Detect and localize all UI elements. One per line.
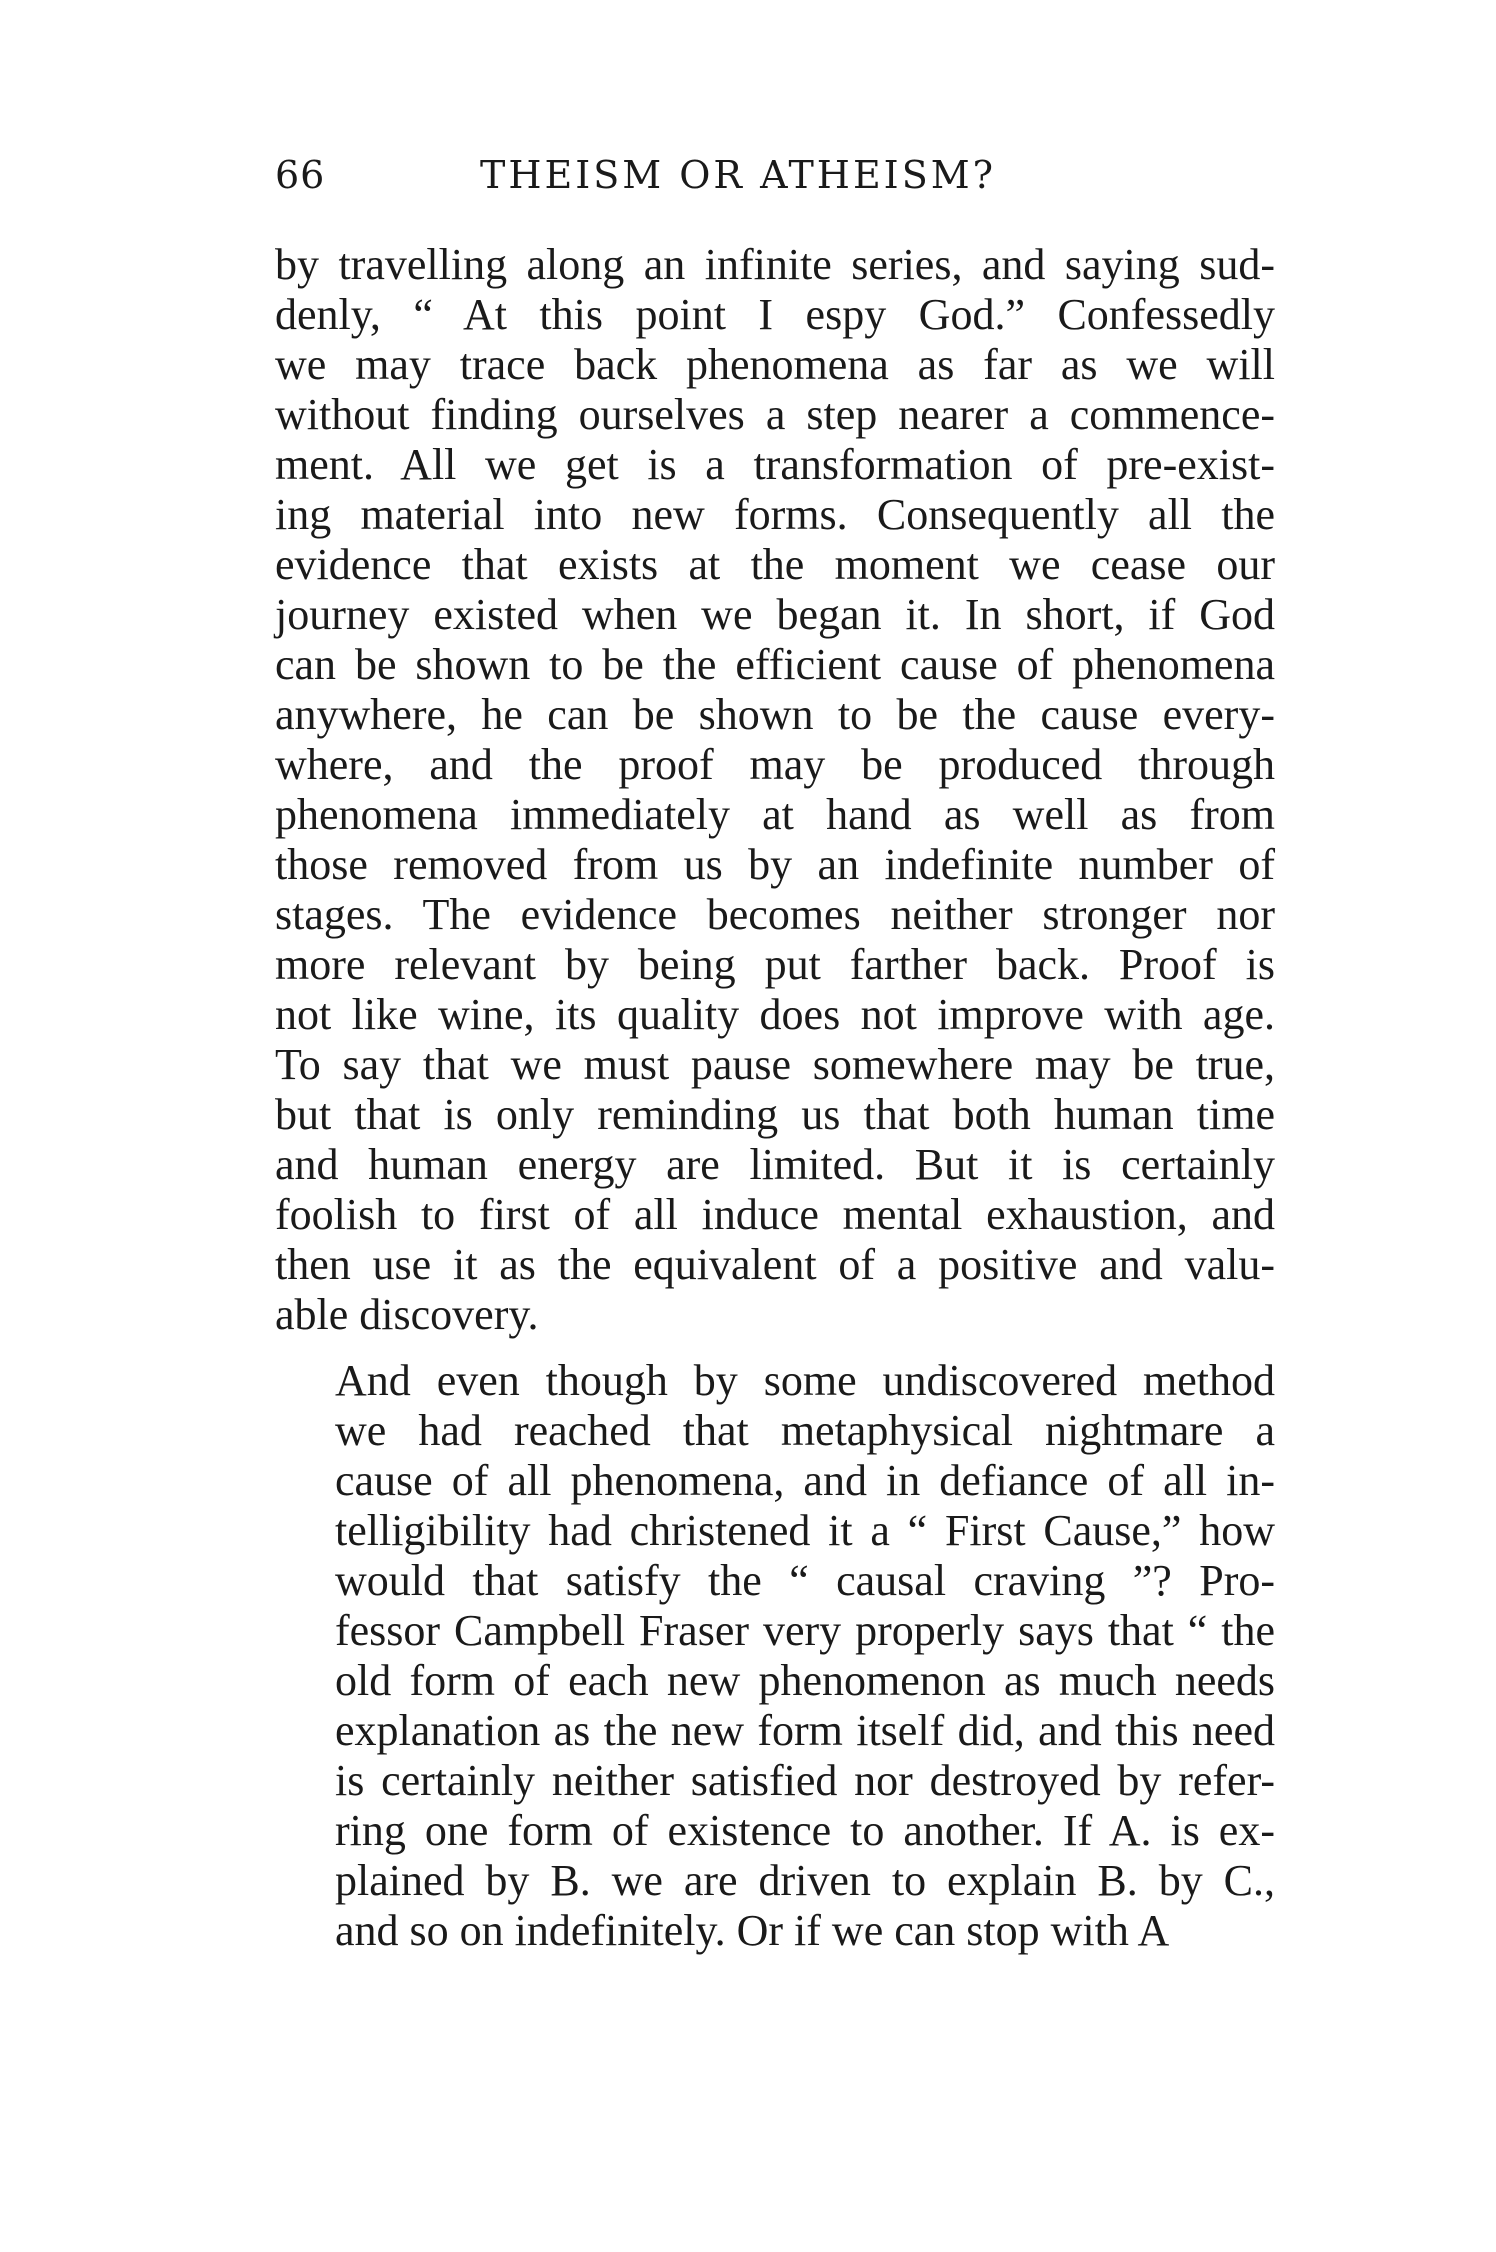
text-line: where, and the proof may be produced through (275, 740, 1275, 789)
text-line: ring one form of existence to another. If A. is ex- (335, 1806, 1275, 1855)
text-line: then use it as the equivalent of a positive and valu- (275, 1240, 1275, 1289)
paragraph (275, 1356, 1275, 1956)
text-line: And even though by some undiscovered method (335, 1356, 1275, 1405)
text-line: and so on indefinitely. Or if we can stop with A (335, 1906, 1170, 1955)
page-number: 66 (275, 153, 326, 197)
text-line: journey existed when we began it. In short, if God (275, 590, 1275, 639)
paragraph (275, 240, 1275, 1340)
text-line: without finding ourselves a step nearer a commence- (275, 390, 1275, 439)
text-line: evidence that exists at the moment we cease our (275, 540, 1275, 589)
text-line: telligibility had christened it a “ First Cause,” how (335, 1506, 1275, 1555)
text-line: we may trace back phenomena as far as we will (275, 340, 1275, 389)
body-text (275, 240, 1275, 1956)
text-line: denly, “ At this point I espy God.” Confessedly (275, 290, 1275, 339)
text-line: To say that we must pause somewhere may be true, (275, 1040, 1275, 1089)
text-line: old form of each new phenomenon as much needs (335, 1656, 1275, 1705)
text-line: fessor Campbell Fraser very properly says that “ the (335, 1606, 1275, 1655)
text-line: phenomena immediately at hand as well as from (275, 790, 1275, 839)
text-line: cause of all phenomena, and in defiance of all in- (335, 1456, 1275, 1505)
text-line: and human energy are limited. But it is certainly (275, 1140, 1275, 1189)
text-line: would that satisfy the “ causal craving ”? Pro- (335, 1556, 1275, 1605)
text-line: can be shown to be the efficient cause of phenomena (275, 640, 1275, 689)
running-title: THEISM OR ATHEISM? (480, 153, 997, 197)
text-line: is certainly neither satisfied nor destroyed by refer- (335, 1756, 1275, 1805)
text-line: plained by B. we are driven to explain B. by C., (335, 1856, 1275, 1905)
text-line: stages. The evidence becomes neither stronger nor (275, 890, 1275, 939)
text-line: by travelling along an infinite series, and saying sud- (275, 240, 1275, 289)
text-line: anywhere, he can be shown to be the cause every- (275, 690, 1275, 739)
text-line: we had reached that metaphysical nightmare a (335, 1406, 1275, 1455)
text-line: not like wine, its quality does not improve with age. (275, 990, 1275, 1039)
text-line: those removed from us by an indefinite number of (275, 840, 1275, 889)
text-line: foolish to first of all induce mental exhaustion, and (275, 1190, 1275, 1239)
text-line: ing material into new forms. Consequently all the (275, 490, 1275, 539)
page-header (275, 145, 1285, 205)
text-line: more relevant by being put farther back. Proof is (275, 940, 1275, 989)
text-line: but that is only reminding us that both human time (275, 1090, 1275, 1139)
text-line: able discovery. (275, 1290, 539, 1339)
text-line: ment. All we get is a transformation of pre-exist- (275, 440, 1275, 489)
text-line: explanation as the new form itself did, and this need (335, 1706, 1275, 1755)
